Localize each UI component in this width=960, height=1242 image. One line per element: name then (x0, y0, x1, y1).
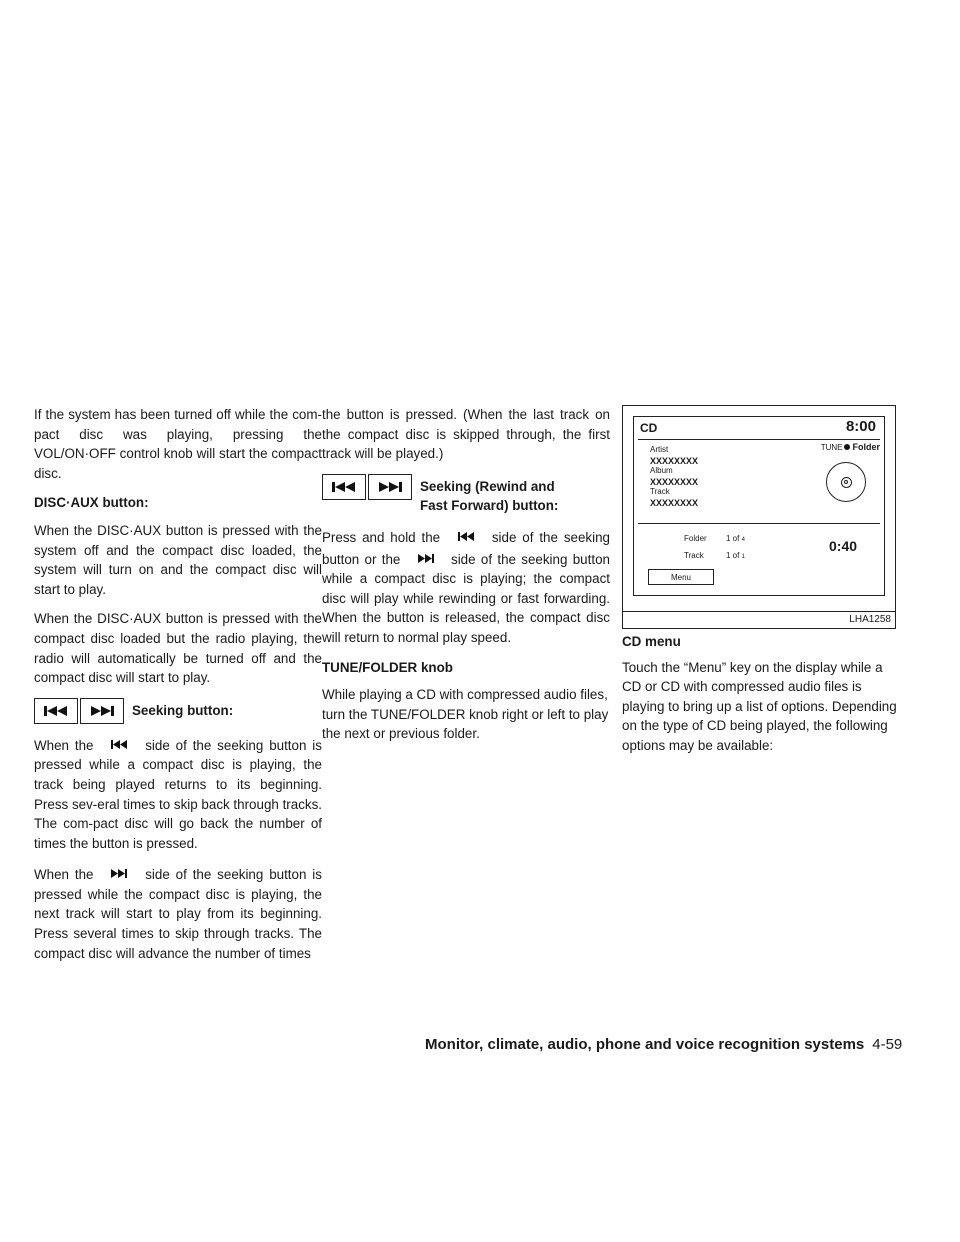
paragraph: Press and hold the side of the seeking button or the side of the seeking button while a compact disc is playing; the compact disc will play while rewinding or fast forwarding. When the button is released, the compact disc will return to normal play speed. (322, 526, 610, 648)
knob-icon (844, 444, 850, 450)
paragraph: While playing a CD with compressed audio files, turn the TUNE/FOLDER knob right or left to play the next or previous folder. (322, 687, 609, 742)
track-info: Artist XXXXXXXX Album XXXXXXXX Track XXXXXXXX (650, 445, 699, 508)
seek-rewind-ff-graphic (322, 474, 610, 516)
heading-disc-aux: DISC·AUX button: (34, 495, 149, 511)
paragraph: When the side of the seeking button is pressed while a compact disc is playing, the track being played returns to its beginning. Press sev-eral times to skip back through tracks. The com-pact disc will go back the number of times the button is pressed. (34, 734, 322, 854)
clock: 8:00 (845, 418, 876, 435)
footer-title: Monitor, climate, audio, phone and voice recognition systems (425, 1036, 865, 1053)
disc-icon (826, 462, 866, 502)
divider (638, 439, 880, 440)
paragraph: When the DISC·AUX button is pressed with the system off and the compact disc loaded, the system will turn on and the compact disc will start to play. (34, 522, 322, 597)
column-2 (322, 405, 610, 754)
next-track-icon (99, 863, 139, 883)
divider (638, 523, 880, 524)
menu-button[interactable]: Menu (648, 569, 714, 585)
rewind-icon (322, 474, 366, 500)
fast-forward-icon (368, 474, 412, 500)
figure-tag: LHA1258 (849, 614, 891, 625)
heading-tune-folder: TUNE/FOLDER knob (322, 659, 453, 675)
seek-button-graphic (34, 698, 322, 724)
page-footer (425, 1036, 902, 1053)
elapsed-time: 0:40 (829, 538, 858, 554)
previous-track-icon (99, 734, 139, 754)
column-3 (622, 632, 898, 766)
tune-folder-hint: TUNE Folder (820, 442, 880, 452)
next-track-icon (406, 548, 446, 568)
cd-display-figure (622, 405, 896, 629)
seek-button-label: Seeking button: (132, 702, 234, 718)
page-number: 4-59 (872, 1036, 903, 1053)
folder-track-counter: Folder 1 of 4 Track 1 of 1 (684, 534, 745, 560)
paragraph: When the DISC·AUX button is pressed with the compact disc loaded but the radio playing, the radio will automatically be turned off and the compact disc will start to play. (34, 611, 322, 686)
column-1 (34, 405, 322, 973)
paragraph: Touch the “Menu” key on the display while a CD or CD with compressed audio files is playing to bring up a list of options. Depending on the type of CD being played, the following options may be available: (622, 659, 897, 753)
paragraph: If the system has been turned off while the com-pact disc was playing, pressing the VOL/ON·OFF control knob will start the compact disc. (34, 407, 322, 481)
paragraph: the button is pressed. (When the last track on the compact disc is skipped through, the first track will be played.) (322, 407, 610, 462)
paragraph: When the side of the seeking button is pressed while the compact disc is playing, the next track will start to play from its beginning. Press several times to skip through tracks. The compact disc will advance the number of times (34, 863, 322, 963)
next-track-icon (80, 698, 124, 724)
previous-track-icon (446, 526, 486, 546)
heading-cd-menu: CD menu (622, 634, 681, 649)
cd-screen (633, 416, 885, 596)
seek-rewind-ff-label: Seeking (Rewind and Fast Forward) button: (420, 478, 559, 514)
divider (623, 611, 895, 612)
mode-label: CD (640, 421, 658, 435)
previous-track-icon (34, 698, 78, 724)
